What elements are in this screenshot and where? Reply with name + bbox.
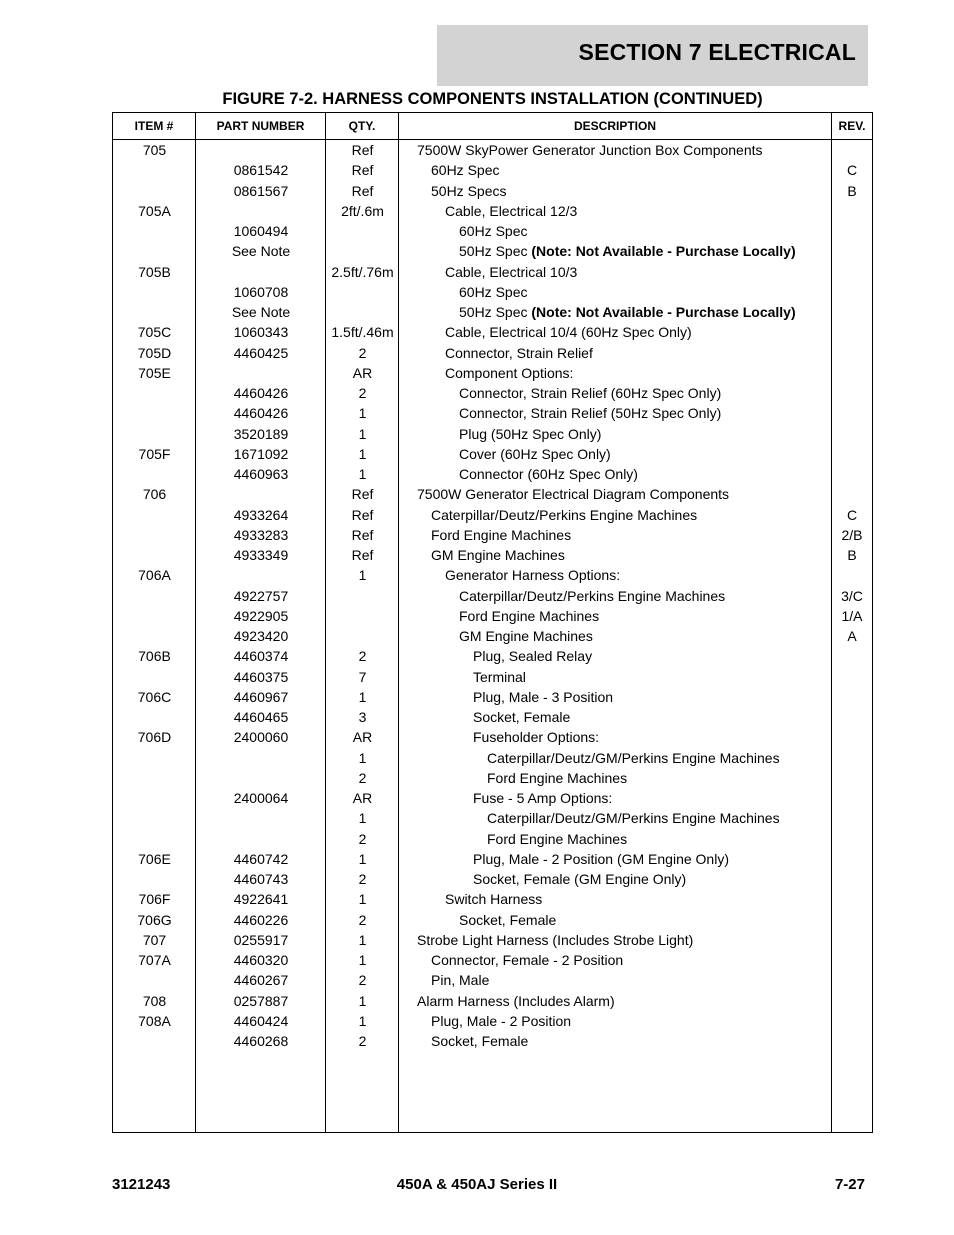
qty-cell: 3 xyxy=(358,709,367,725)
description-cell xyxy=(459,282,527,302)
description-text: 7500W SkyPower Generator Junction Box Components xyxy=(417,142,763,158)
table-row xyxy=(113,768,872,788)
description-text: Cable, Electrical 10/3 xyxy=(445,263,578,280)
table-row xyxy=(113,241,872,261)
item-cell: 705F xyxy=(138,445,171,462)
table-row xyxy=(113,525,872,545)
description-cell xyxy=(459,464,638,484)
qty-cell: 1 xyxy=(358,810,367,827)
description-cell xyxy=(431,160,499,180)
description-cell xyxy=(459,444,611,464)
table-row xyxy=(113,565,872,585)
description-text: Fuseholder Options: xyxy=(473,729,600,746)
description-cell xyxy=(487,768,627,788)
description-cell xyxy=(459,910,556,930)
qty-cell: 1 xyxy=(358,466,367,482)
table-row xyxy=(113,970,872,990)
rev-cell: B xyxy=(847,182,857,199)
description-text: 60Hz Spec xyxy=(459,223,528,239)
description-text: Connector, Strain Relief (60Hz Spec Only) xyxy=(459,385,722,401)
item-cell: 706E xyxy=(138,850,171,867)
description-text: Connector, Strain Relief xyxy=(445,344,593,361)
qty-cell: 2 xyxy=(358,769,367,786)
description-cell xyxy=(473,727,599,747)
table-row xyxy=(113,505,872,525)
qty-cell: Ref xyxy=(351,547,374,563)
table-row xyxy=(113,262,872,282)
table-row xyxy=(113,363,872,383)
part-number-cell: 4922757 xyxy=(233,587,289,604)
description-text: Generator Harness Options: xyxy=(445,567,621,584)
table-row xyxy=(113,383,872,403)
description-text: Socket, Female xyxy=(459,911,557,928)
description-cell xyxy=(431,970,489,990)
description-text: Alarm Harness (Includes Alarm) xyxy=(417,992,615,1009)
description-cell xyxy=(459,221,527,241)
description-cell xyxy=(459,383,721,403)
description-cell xyxy=(445,343,593,363)
description-cell xyxy=(473,849,729,869)
description-text: Cover (60Hz Spec Only) xyxy=(459,445,611,462)
qty-cell: 2 xyxy=(358,871,367,887)
item-cell: 708A xyxy=(138,1012,171,1029)
description-text: Socket, Female (GM Engine Only) xyxy=(473,871,687,887)
description-text: 50Hz Spec xyxy=(459,304,532,320)
item-cell: 705E xyxy=(138,364,171,381)
qty-cell: 2.5ft/.76m xyxy=(331,263,394,280)
table-row xyxy=(113,322,872,342)
table-row xyxy=(113,910,872,930)
description-text: 50Hz Specs xyxy=(431,182,507,199)
footer-page-number: 7-27 xyxy=(834,1176,865,1193)
part-number-cell: 4933264 xyxy=(233,506,289,523)
qty-cell: 1.5ft/.46m xyxy=(331,324,394,341)
description-cell xyxy=(473,869,686,889)
description-text: Fuse - 5 Amp Options: xyxy=(473,790,613,806)
part-number-cell: 4460426 xyxy=(233,385,289,401)
item-cell: 706B xyxy=(138,648,171,665)
qty-cell: 1 xyxy=(358,992,367,1009)
figure-title: FIGURE 7-2. HARNESS COMPONENTS INSTALLATION (CONTINUED) xyxy=(222,90,763,108)
table-row xyxy=(113,343,872,363)
table-row xyxy=(113,282,872,302)
description-cell xyxy=(445,363,573,383)
table-row xyxy=(113,221,872,241)
description-text: Caterpillar/Deutz/GM/Perkins Engine Machines xyxy=(487,749,780,766)
item-cell: 706G xyxy=(137,911,172,928)
description-text: Caterpillar/Deutz/Perkins Engine Machines xyxy=(459,587,726,604)
table-row xyxy=(113,606,872,626)
description-cell xyxy=(459,626,593,646)
table-body xyxy=(113,140,872,1051)
item-cell: 706A xyxy=(138,567,171,584)
item-cell: 706F xyxy=(138,891,171,908)
description-text: 7500W Generator Electrical Diagram Components xyxy=(417,486,730,503)
part-number-cell: 4460267 xyxy=(233,972,289,989)
part-number-cell: 4460742 xyxy=(233,850,289,867)
part-number-cell: 4933349 xyxy=(233,547,289,563)
part-number-cell: 4460226 xyxy=(233,911,289,928)
rev-cell: A xyxy=(847,628,857,644)
qty-cell: Ref xyxy=(351,162,374,179)
item-cell: 705C xyxy=(137,324,172,341)
qty-cell: 2 xyxy=(358,385,367,401)
part-number-cell: 4460374 xyxy=(233,648,289,665)
item-cell: 708 xyxy=(142,992,167,1009)
description-text: Cable, Electrical 10/4 (60Hz Spec Only) xyxy=(445,324,692,341)
table-row xyxy=(113,829,872,849)
qty-cell: 2ft/.6m xyxy=(341,202,384,219)
description-text: Caterpillar/Deutz/Perkins Engine Machines xyxy=(431,506,698,523)
item-cell: 707 xyxy=(142,931,167,948)
rev-cell: C xyxy=(846,506,858,523)
description-text: Ford Engine Machines xyxy=(431,526,572,543)
part-number-cell: See Note xyxy=(231,243,291,260)
qty-cell: Ref xyxy=(351,182,374,199)
description-cell xyxy=(473,667,526,687)
part-number-cell: 0255917 xyxy=(233,931,289,948)
part-number-cell: 1060343 xyxy=(233,324,289,341)
qty-cell: Ref xyxy=(351,526,374,543)
part-number-cell: 4460375 xyxy=(233,668,289,685)
qty-cell: 1 xyxy=(358,445,367,462)
part-number-cell: 1060708 xyxy=(233,283,289,300)
qty-cell: 7 xyxy=(358,668,367,685)
table-row xyxy=(113,424,872,444)
item-cell: 705B xyxy=(138,263,171,280)
part-number-cell: 0861542 xyxy=(233,162,289,179)
description-text: GM Engine Machines xyxy=(459,628,593,644)
part-number-cell: 0861567 xyxy=(233,182,289,199)
description-cell xyxy=(473,788,612,808)
qty-cell: 2 xyxy=(358,830,367,847)
part-number-cell: 4460424 xyxy=(233,1012,289,1029)
description-cell xyxy=(431,505,697,525)
description-text: Socket, Female xyxy=(431,1033,529,1049)
description-cell xyxy=(473,707,570,727)
item-cell: 706D xyxy=(137,729,172,746)
description-text: Terminal xyxy=(473,668,526,685)
description-cell xyxy=(431,545,565,565)
qty-cell: Ref xyxy=(351,506,374,523)
part-number-cell: 2400060 xyxy=(233,729,289,746)
table-row xyxy=(113,302,872,322)
table-row xyxy=(113,626,872,646)
qty-cell: 1 xyxy=(358,567,367,584)
qty-cell: AR xyxy=(352,729,373,746)
qty-cell: AR xyxy=(352,790,373,806)
table-row xyxy=(113,1011,872,1031)
description-note: (Note: Not Available - Purchase Locally) xyxy=(531,243,796,260)
part-number-cell: 4460967 xyxy=(233,688,289,705)
header-part-number: PART NUMBER xyxy=(216,119,305,133)
description-cell xyxy=(445,262,577,282)
part-number-cell: 2400064 xyxy=(233,790,289,806)
part-number-cell: 4923420 xyxy=(233,628,289,644)
table-row xyxy=(113,727,872,747)
table-row xyxy=(113,140,872,160)
description-text: Ford Engine Machines xyxy=(487,769,628,786)
qty-cell: 1 xyxy=(358,749,367,766)
description-cell xyxy=(487,829,627,849)
table-row xyxy=(113,707,872,727)
description-cell xyxy=(487,808,780,828)
qty-cell: 2 xyxy=(358,648,367,665)
qty-cell: 1 xyxy=(358,405,367,422)
rev-cell: 3/C xyxy=(841,587,863,604)
header-description: DESCRIPTION xyxy=(573,119,656,133)
item-cell: 705D xyxy=(137,344,172,361)
part-number-cell: 3520189 xyxy=(233,425,289,442)
description-text: Component Options: xyxy=(445,364,574,381)
table-row xyxy=(113,889,872,909)
description-text: Connector (60Hz Spec Only) xyxy=(459,466,638,482)
item-cell: 706C xyxy=(137,688,172,705)
qty-cell: Ref xyxy=(351,142,374,158)
qty-cell: AR xyxy=(352,364,373,381)
description-text: Plug, Sealed Relay xyxy=(473,648,593,665)
part-number-cell: 4922641 xyxy=(233,891,289,908)
header-rev: REV. xyxy=(838,119,866,133)
description-cell xyxy=(459,606,599,626)
table-row xyxy=(113,930,872,950)
qty-cell: 2 xyxy=(358,1033,367,1049)
description-cell xyxy=(431,181,506,201)
table-row xyxy=(113,403,872,423)
description-cell xyxy=(445,565,620,585)
part-number-cell: 4460425 xyxy=(233,344,289,361)
qty-cell: 1 xyxy=(358,425,367,442)
part-number-cell: 4460743 xyxy=(233,871,289,887)
rev-cell: 1/A xyxy=(841,607,863,624)
description-cell xyxy=(445,322,692,342)
qty-cell: 1 xyxy=(358,1012,367,1029)
description-cell xyxy=(417,140,763,160)
description-cell xyxy=(459,241,796,261)
description-text: Switch Harness xyxy=(445,891,543,908)
item-cell: 705 xyxy=(142,142,167,158)
qty-cell: 1 xyxy=(358,688,367,705)
item-cell: 705A xyxy=(138,202,171,219)
description-cell xyxy=(459,403,721,423)
table-row xyxy=(113,586,872,606)
header-qty: QTY. xyxy=(348,119,376,133)
description-text: Strobe Light Harness (Includes Strobe Light) xyxy=(417,931,694,948)
part-number-cell: 0257887 xyxy=(233,992,289,1009)
description-cell xyxy=(417,991,615,1011)
table-row xyxy=(113,160,872,180)
description-cell xyxy=(459,586,725,606)
description-cell xyxy=(473,646,592,666)
table-row xyxy=(113,788,872,808)
qty-cell: 1 xyxy=(358,850,367,867)
part-number-cell: 4933283 xyxy=(233,526,289,543)
part-number-cell: 4460426 xyxy=(233,405,289,422)
description-cell xyxy=(459,302,796,322)
description-note: (Note: Not Available - Purchase Locally) xyxy=(531,304,796,320)
qty-cell: 2 xyxy=(358,972,367,989)
table-row xyxy=(113,748,872,768)
qty-cell: 1 xyxy=(358,891,367,908)
table-row xyxy=(113,646,872,666)
description-text: GM Engine Machines xyxy=(431,547,565,563)
description-text: Ford Engine Machines xyxy=(487,830,628,847)
description-cell xyxy=(487,748,780,768)
description-text: Plug (50Hz Spec Only) xyxy=(459,425,602,442)
rev-cell: B xyxy=(847,547,857,563)
description-text: Cable, Electrical 12/3 xyxy=(445,202,578,219)
description-text: 60Hz Spec xyxy=(459,283,528,300)
table-row xyxy=(113,808,872,828)
description-cell xyxy=(431,1011,571,1031)
table-row xyxy=(113,667,872,687)
footer-doc-number: 3121243 xyxy=(112,1176,171,1193)
table-row xyxy=(113,545,872,565)
table-row xyxy=(113,849,872,869)
footer-model: 450A & 450AJ Series II xyxy=(396,1176,558,1193)
rev-cell: C xyxy=(846,162,858,179)
table-row xyxy=(113,181,872,201)
description-text: Plug, Male - 2 Position xyxy=(431,1012,572,1029)
qty-cell: Ref xyxy=(351,486,374,503)
qty-cell: 2 xyxy=(358,911,367,928)
item-cell: 707A xyxy=(138,952,171,968)
part-number-cell: 4460268 xyxy=(233,1033,289,1049)
item-cell: 706 xyxy=(142,486,167,503)
table-row xyxy=(113,1031,872,1051)
part-number-cell: See Note xyxy=(231,304,291,320)
part-number-cell: 1671092 xyxy=(233,445,289,462)
qty-cell: 1 xyxy=(358,952,367,968)
section-title: SECTION 7 ELECTRICAL xyxy=(578,39,856,65)
description-cell xyxy=(445,889,542,909)
description-cell xyxy=(431,1031,528,1051)
description-text: 50Hz Spec xyxy=(459,243,532,260)
table-row xyxy=(113,869,872,889)
table-row xyxy=(113,950,872,970)
description-cell xyxy=(417,930,693,950)
parts-table xyxy=(112,112,873,1133)
description-text: Pin, Male xyxy=(431,972,490,989)
description-cell xyxy=(459,424,601,444)
table-row xyxy=(113,687,872,707)
table-row xyxy=(113,464,872,484)
description-text: Ford Engine Machines xyxy=(459,607,600,624)
description-text: 60Hz Spec xyxy=(431,162,500,179)
description-text: Connector, Female - 2 Position xyxy=(431,952,624,968)
description-cell xyxy=(431,525,571,545)
description-cell xyxy=(417,484,729,504)
qty-cell: 1 xyxy=(358,931,367,948)
rev-cell: 2/B xyxy=(841,526,863,543)
description-cell xyxy=(431,950,623,970)
description-cell xyxy=(473,687,613,707)
part-number-cell: 4922905 xyxy=(233,607,289,624)
description-text: Plug, Male - 2 Position (GM Engine Only) xyxy=(473,850,729,867)
description-cell xyxy=(445,201,577,221)
part-number-cell: 4460465 xyxy=(233,709,289,725)
table-row xyxy=(113,444,872,464)
description-text: Socket, Female xyxy=(473,709,571,725)
section-header-box xyxy=(437,25,868,86)
part-number-cell: 4460963 xyxy=(233,466,289,482)
table-row xyxy=(113,991,872,1011)
qty-cell: 2 xyxy=(358,344,367,361)
table-row xyxy=(113,201,872,221)
part-number-cell: 1060494 xyxy=(233,223,289,239)
description-text: Connector, Strain Relief (50Hz Spec Only) xyxy=(459,405,722,422)
header-item: ITEM # xyxy=(134,119,174,133)
description-text: Plug, Male - 3 Position xyxy=(473,688,614,705)
description-text: Caterpillar/Deutz/GM/Perkins Engine Machines xyxy=(487,810,780,827)
part-number-cell: 4460320 xyxy=(233,952,289,968)
table-row xyxy=(113,484,872,504)
